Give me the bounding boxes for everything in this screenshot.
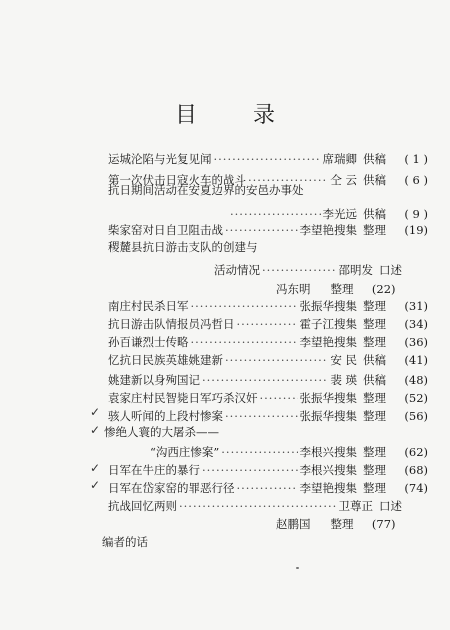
entry-role: 整理	[363, 409, 386, 423]
leader-dots	[225, 223, 298, 237]
entry-role: 供稿	[363, 207, 386, 221]
toc-entry[interactable]	[108, 373, 428, 387]
entry-role: 口述	[379, 499, 402, 513]
entry-title[interactable]: 抗日期间活动在安夏边界的安邑办事处	[108, 183, 304, 197]
leader-dots	[191, 335, 298, 349]
entry-role: 供稿	[363, 373, 386, 387]
toc-entry[interactable]	[108, 463, 428, 477]
entry-title: 抗战回忆两则	[108, 499, 177, 513]
entry-page: (31)	[404, 299, 428, 313]
leader-dots	[225, 409, 298, 423]
entry-role: 整理	[363, 445, 386, 459]
entry-author: 张振华搜集	[299, 409, 357, 423]
entry-author: 李望艳搜集	[299, 481, 357, 495]
leader-dots	[262, 263, 337, 277]
entry-page: (22)	[371, 282, 396, 296]
entry-role: 整理	[363, 317, 386, 331]
toc-entry-credit	[276, 282, 428, 296]
toc-entry[interactable]	[228, 207, 428, 221]
entry-page: (41)	[404, 353, 428, 367]
entry-author: 李光远	[322, 207, 357, 221]
title-char-2: 录	[253, 103, 276, 128]
entry-author: 李根兴搜集	[299, 463, 357, 477]
leader-dots	[221, 445, 297, 459]
entry-title: 日军在岱家窑的罪恶行径	[108, 481, 235, 495]
entry-page: (19)	[404, 223, 428, 237]
entry-author: 仝 云	[330, 173, 357, 187]
toc-entry[interactable]	[108, 409, 428, 423]
entry-role: 整理	[363, 463, 386, 477]
entry-role: 整理	[330, 282, 354, 296]
entry-author: 张振华搜集	[299, 391, 357, 405]
entry-author: 卫尊正	[338, 499, 373, 513]
toc-entry[interactable]	[108, 481, 428, 495]
entry-author: 冯东明	[276, 282, 311, 296]
leader-dots	[202, 373, 328, 387]
entry-title: 忆抗日民族英雄姚建新	[108, 353, 223, 367]
entry-title: 袁家庄村民智毙日军巧杀汉奸	[108, 391, 258, 405]
entry-page: (52)	[404, 391, 428, 405]
entry-page: (74)	[404, 481, 428, 495]
checkmark-icon: ✓	[90, 405, 101, 419]
leader-dots	[237, 481, 298, 495]
leader-dots	[225, 353, 328, 367]
leader-dots	[179, 499, 337, 513]
entry-title: 姚建新以身殉国记	[108, 373, 200, 387]
entry-title: 运城沦陷与光复见闻	[108, 152, 212, 166]
entry-author: 李望艳搜集	[299, 335, 357, 349]
entry-role: 供稿	[363, 353, 386, 367]
entry-title: 南庄村民杀日军	[108, 299, 189, 313]
entry-page: (62)	[404, 445, 428, 459]
entry-page: (34)	[404, 317, 428, 331]
leader-dots	[214, 152, 321, 166]
toc-entry[interactable]	[108, 152, 428, 166]
entry-title: “沟西庄惨案”	[150, 445, 220, 459]
entry-author: 邵明发	[338, 263, 373, 277]
title-char-1: 目	[174, 103, 197, 128]
entry-role: 整理	[363, 391, 386, 405]
entry-author: 李根兴搜集	[299, 445, 357, 459]
entry-title: 第一次伏击日寇火车的战斗	[108, 173, 246, 187]
entry-title-cont: 活动情况	[214, 263, 260, 277]
entry-title: 骇人听闻的上段村惨案	[108, 409, 223, 423]
leader-dots	[230, 207, 321, 221]
entry-page: (68)	[404, 463, 428, 477]
entry-page: ( 1 )	[404, 152, 428, 166]
toc-entry-credit	[276, 517, 428, 531]
scan-speck	[296, 567, 299, 569]
checkmark-icon: ✓	[90, 478, 101, 492]
toc-entry[interactable]	[108, 335, 428, 349]
entry-author: 霍子江搜集	[299, 317, 357, 331]
entry-role: 整理	[330, 517, 354, 531]
toc-entry[interactable]	[214, 263, 428, 277]
entry-page: ( 6 )	[404, 173, 428, 187]
entry-role: 整理	[363, 299, 386, 313]
entry-author: 张振华搜集	[299, 299, 357, 313]
leader-dots	[191, 299, 298, 313]
toc-entry[interactable]	[108, 353, 428, 367]
entry-title: 孙百谦烈士传略	[108, 335, 189, 349]
toc-entry[interactable]	[108, 499, 428, 513]
entry-author: 席瑞卿	[322, 152, 357, 166]
entry-author: 安 民	[330, 353, 357, 367]
checkmark-icon: ✓	[90, 423, 101, 437]
toc-entry[interactable]	[108, 223, 428, 237]
entry-page: (56)	[404, 409, 428, 423]
entry-author: 裴 瑛	[330, 373, 357, 387]
leader-dots	[260, 391, 298, 405]
entry-author: 李望艳搜集	[299, 223, 357, 237]
entry-page: (77)	[371, 517, 396, 531]
entry-title[interactable]: 惨绝人寰的大屠杀——	[104, 425, 219, 439]
entry-author: 赵鹏国	[276, 517, 311, 531]
checkmark-icon: ✓	[90, 461, 101, 475]
editor-note[interactable]: 编者的话	[102, 535, 148, 549]
entry-role: 整理	[363, 335, 386, 349]
entry-role: 口述	[379, 263, 402, 277]
entry-role: 整理	[363, 481, 386, 495]
toc-entry[interactable]	[108, 391, 428, 405]
entry-title: 柴家窑对日自卫阻击战	[108, 223, 223, 237]
leader-dots	[202, 463, 298, 477]
leader-dots	[237, 317, 298, 331]
toc-entry[interactable]	[108, 317, 428, 331]
entry-page: ( 9 )	[404, 207, 428, 221]
entry-title[interactable]: 稷麓县抗日游击支队的创建与	[108, 240, 258, 254]
toc-entry[interactable]	[108, 299, 428, 313]
entry-role: 供稿	[363, 173, 386, 187]
toc-entry[interactable]	[150, 445, 428, 459]
entry-page: (48)	[404, 373, 428, 387]
entry-page: (36)	[404, 335, 428, 349]
entry-role: 供稿	[363, 152, 386, 166]
entry-role: 整理	[363, 223, 386, 237]
entry-title: 日军在牛庄的暴行	[108, 463, 200, 477]
entry-title: 抗日游击队情报员冯哲日	[108, 317, 235, 331]
